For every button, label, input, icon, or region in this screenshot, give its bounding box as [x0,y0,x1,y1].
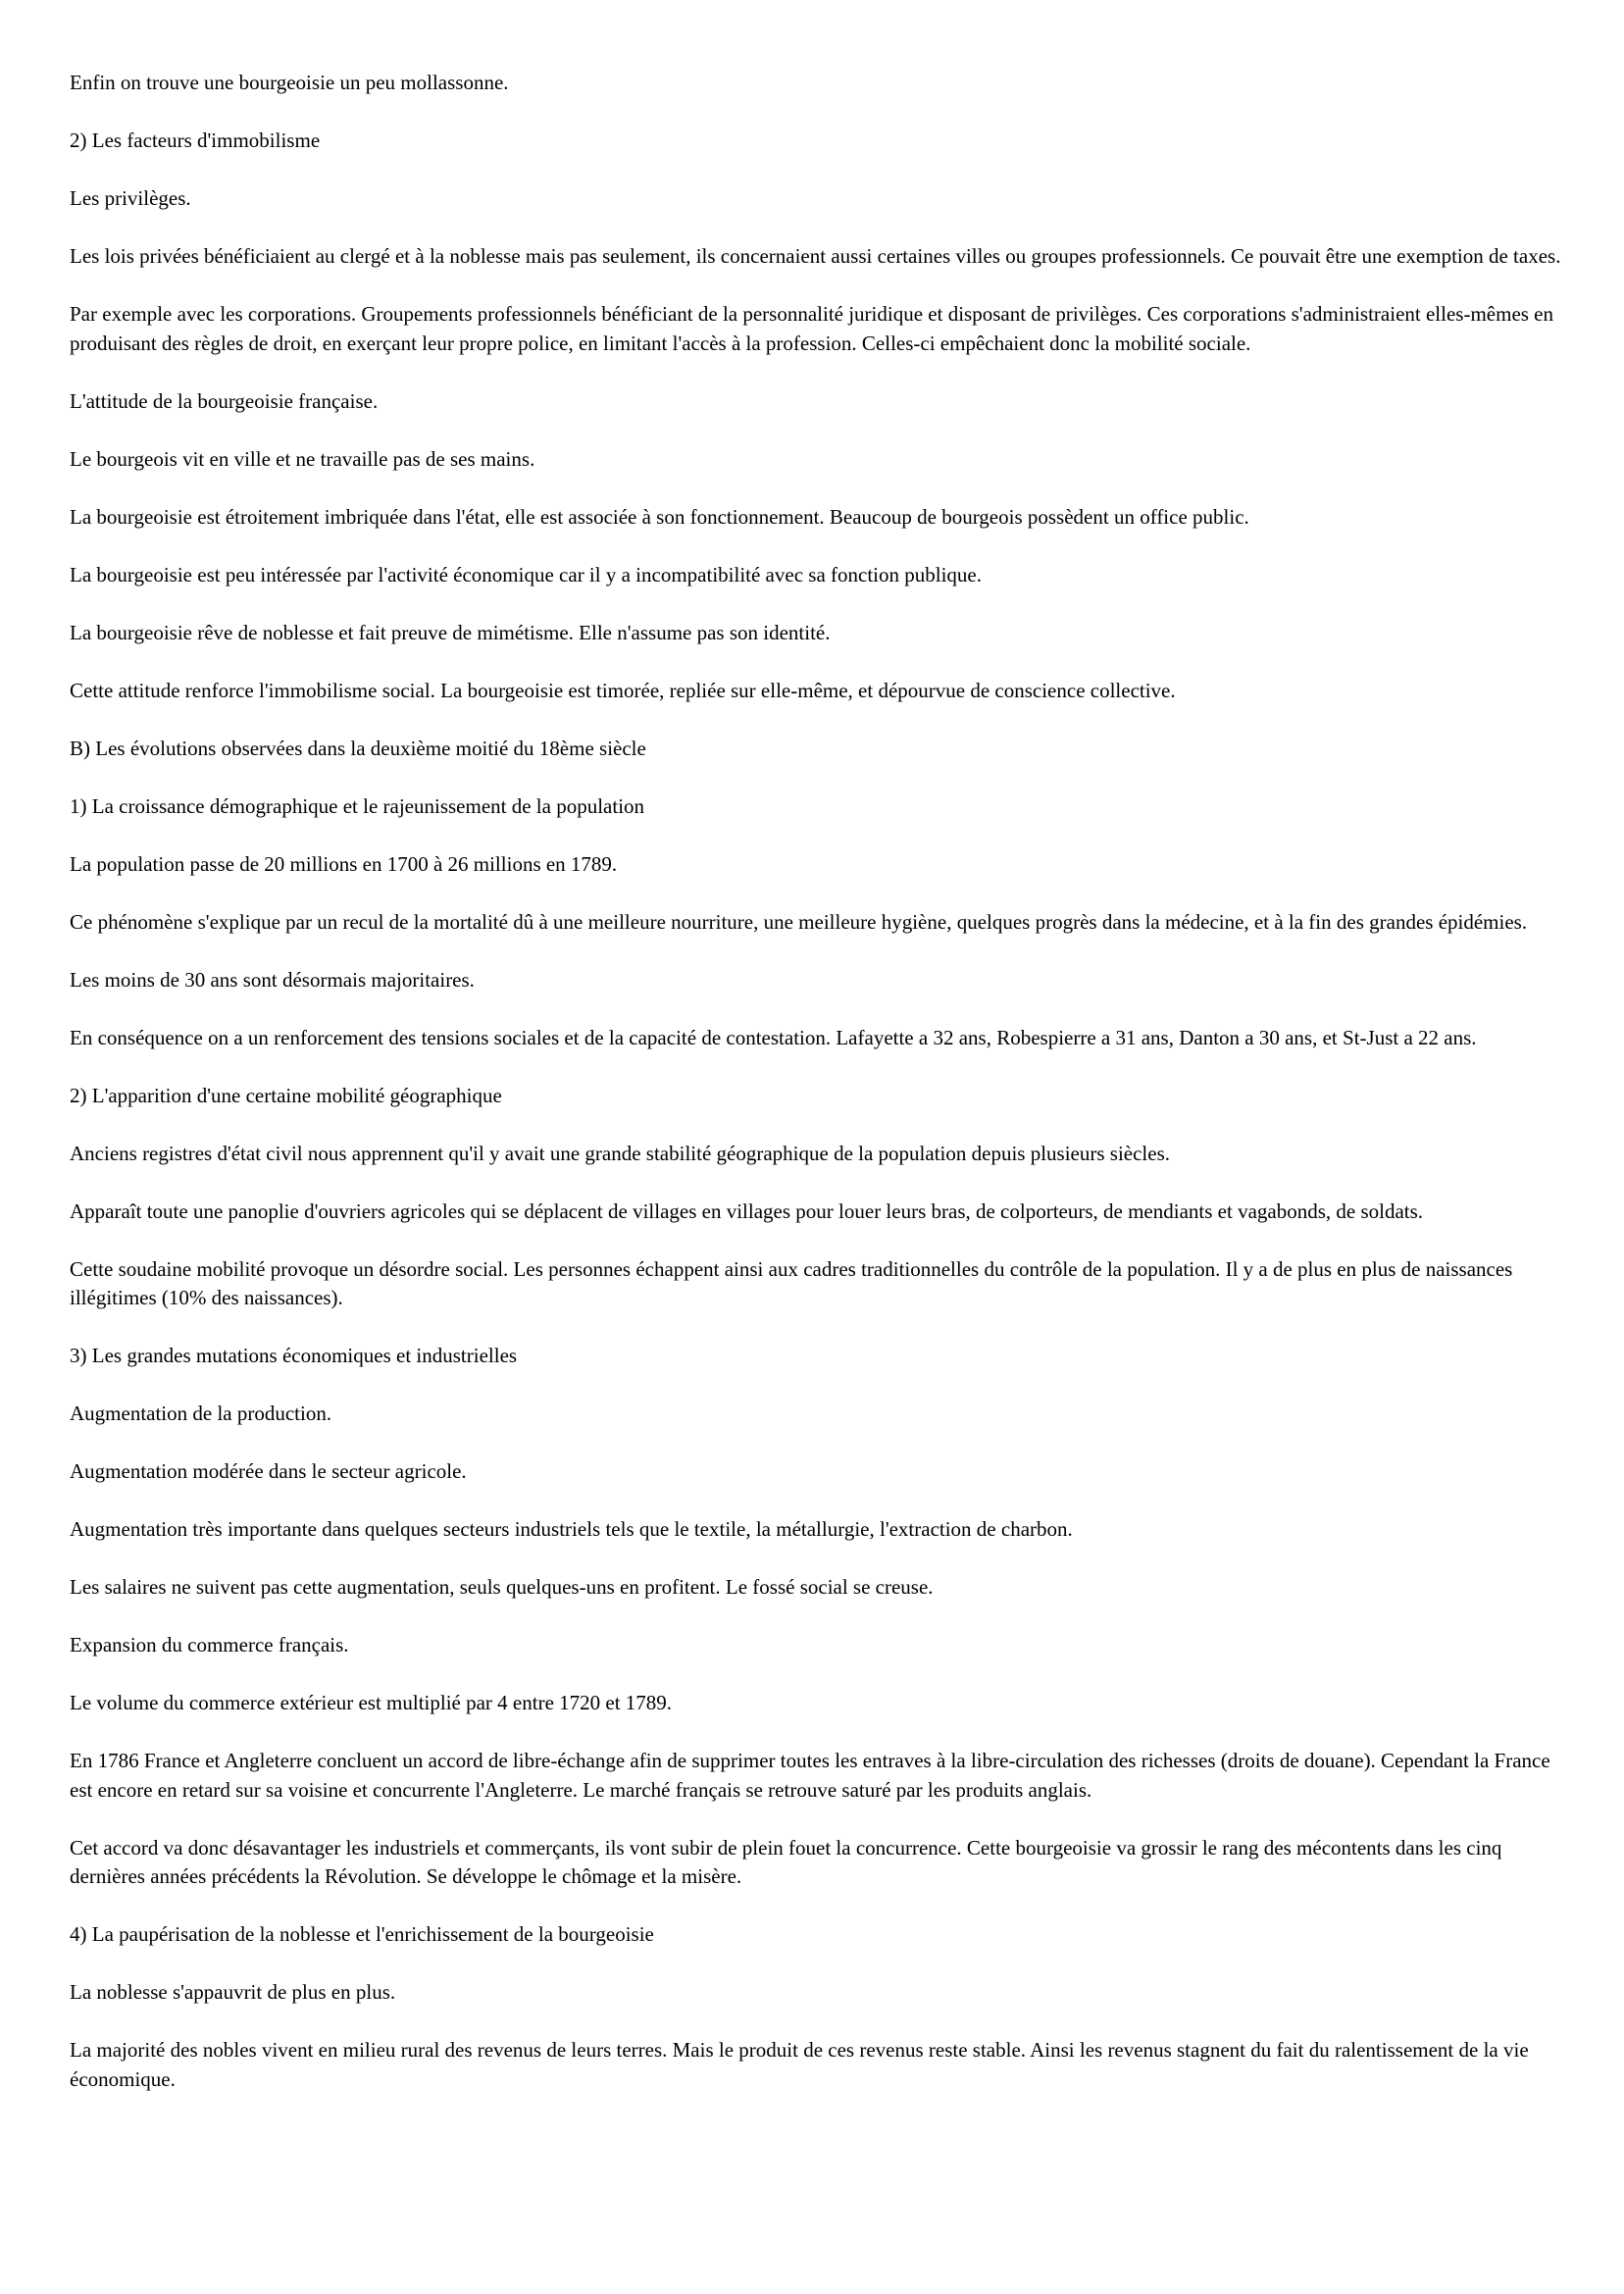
subheading: L'attitude de la bourgeoisie française. [70,388,379,413]
section-heading: 4) La paupérisation de la noblesse et l'enrichissement de la bourgeoisie [70,1922,654,1946]
paragraph: La majorité des nobles vivent en milieu rural des revenus de leurs terres. Mais le produit de ces revenus reste stable. Ainsi les revenus stagnent du fait du ralentissement de la vie économique. [70,2038,1529,2091]
section-heading: B) Les évolutions observées dans la deuxième moitié du 18ème siècle [70,736,646,760]
paragraph: Les lois privées bénéficiaient au clergé et à la noblesse mais pas seulement, ils concernaient aussi certaines villes ou groupes professionnels. Ce pouvait être une exemption de taxes. [70,244,1561,268]
paragraph: Cet accord va donc désavantager les industriels et commerçants, ils vont subir de plein fouet la concurrence. Cette bourgeoisie va grossir le rang des mécontents dans les cinq dernières années précédents la Révolution. Se développe le chômage et la misère. [70,1835,1502,1888]
paragraph: La bourgeoisie est peu intéressée par l'activité économique car il y a incompatibilité avec sa fonction publique. [70,562,982,586]
subheading: Expansion du commerce français. [70,1633,349,1657]
paragraph: Augmentation très importante dans quelques secteurs industriels tels que le textile, la métallurgie, l'extraction de charbon. [70,1517,1073,1541]
paragraph: Le volume du commerce extérieur est multiplié par 4 entre 1720 et 1789. [70,1691,673,1714]
paragraph: Le bourgeois vit en ville et ne travaille pas de ses mains. [70,446,535,471]
paragraph: Enfin on trouve une bourgeoisie un peu mollassonne. [70,71,509,94]
paragraph: Cette soudaine mobilité provoque un désordre social. Les personnes échappent ainsi aux cadres traditionnelles du contrôle de la population. Il y a de plus en plus de naissances illégitimes (10% des naissances). [70,1256,1513,1309]
document-page [70,69,1570,2123]
subheading: La noblesse s'appauvrit de plus en plus. [70,1980,396,2004]
subheading: Augmentation de la production. [70,1402,332,1425]
subheading: Les privilèges. [70,186,191,210]
paragraph: La population passe de 20 millions en 1700 à 26 millions en 1789. [70,851,618,876]
section-heading: 2) Les facteurs d'immobilisme [70,128,321,152]
paragraph: Cette attitude renforce l'immobilisme social. La bourgeoisie est timorée, repliée sur elle-même, et dépourvue de conscience collective. [70,678,1176,702]
paragraph: Les salaires ne suivent pas cette augmentation, seuls quelques-uns en profitent. Le fossé social se creuse. [70,1575,934,1599]
paragraph: Ce phénomène s'explique par un recul de la mortalité dû à une meilleure nourriture, une meilleure hygiène, quelques progrès dans la médecine, et à la fin des grandes épidémies. [70,909,1528,934]
section-heading: 2) L'apparition d'une certaine mobilité géographique [70,1083,502,1107]
paragraph: Les moins de 30 ans sont désormais majoritaires. [70,967,475,992]
section-heading: 1) La croissance démographique et le rajeunissement de la population [70,793,645,818]
paragraph: Par exemple avec les corporations. Groupements professionnels bénéficiant de la personnalité juridique et disposant de privilèges. Ces corporations s'administraient elles-mêmes en produisant des règles de droit, en exerçant leur propre police, en limitant l'accès à la profession. Celles-ci empêchaient donc la mobilité sociale. [70,302,1554,355]
paragraph: En 1786 France et Angleterre concluent un accord de libre-échange afin de supprimer toutes les entraves à la libre-circulation des richesses (droits de douane). Cependant la France est encore en retard sur sa voisine et concurrente l'Angleterre. Le marché français se retrouve saturé par les produits anglais. [70,1749,1550,1802]
section-heading: 3) Les grandes mutations économiques et industrielles [70,1344,518,1367]
paragraph: Apparaît toute une panoplie d'ouvriers agricoles qui se déplacent de villages en villages pour louer leurs bras, de colporteurs, de mendiants et vagabonds, de soldats. [70,1198,1424,1223]
paragraph: Augmentation modérée dans le secteur agricole. [70,1459,467,1483]
paragraph: La bourgeoisie est étroitement imbriquée dans l'état, elle est associée à son fonctionnement. Beaucoup de bourgeois possèdent un office public. [70,504,1249,529]
paragraph: La bourgeoisie rêve de noblesse et fait preuve de mimétisme. Elle n'assume pas son identité. [70,620,831,644]
paragraph: En conséquence on a un renforcement des tensions sociales et de la capacité de contestation. Lafayette a 32 ans, Robespierre a 31 ans, Danton a 30 ans, et St-Just a 22 ans. [70,1025,1477,1049]
paragraph: Anciens registres d'état civil nous apprennent qu'il y avait une grande stabilité géographique de la population depuis plusieurs siècles. [70,1141,1171,1165]
